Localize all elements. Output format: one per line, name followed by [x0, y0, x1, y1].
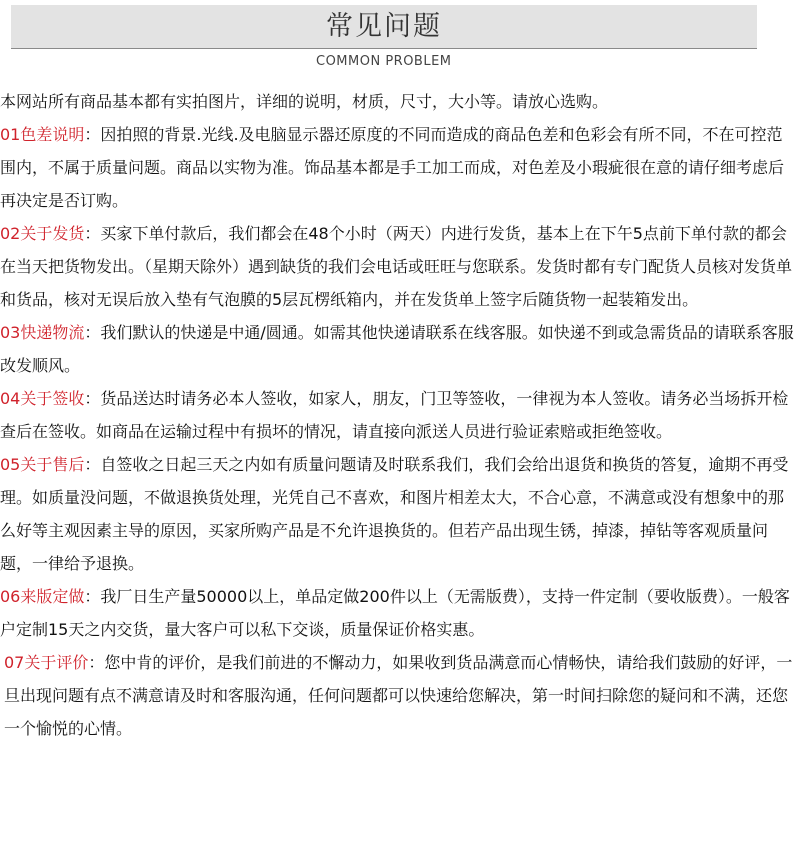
- header-divider: [11, 48, 757, 49]
- page-subtitle: COMMON PROBLEM: [316, 54, 452, 69]
- faq-label: 01色差说明: [0, 125, 85, 144]
- faq-item-color: [0, 118, 798, 217]
- faq-item-custom: [0, 580, 798, 646]
- faq-text: ：自签收之日起三天之内如有质量问题请及时联系我们，我们会给出退货和换货的答复，逾期不再受理。如质量没问题，不做退换货处理，光凭自己不喜欢，和图片相差太大，不合心意，不满意或没有想象中的那么好等主观因素主导的原因，买家所购产品是不允许退换货的。但若产品出现生锈，掉漆，掉钻等客观质量问题，一律给予退换。: [0, 455, 789, 573]
- faq-item-logistics: [0, 316, 798, 382]
- faq-item-aftersales: [0, 448, 798, 580]
- faq-label: 07关于评价: [4, 653, 89, 672]
- faq-content: [0, 85, 798, 745]
- header-banner: [11, 5, 757, 49]
- faq-text: ：我厂日生产量50000以上，单品定做200件以上（无需版费），支持一件定制（要收版费）。一般客户定制15天之内交货，量大客户可以私下交谈，质量保证价格实惠。: [0, 587, 790, 639]
- faq-label: 06来版定做: [0, 587, 85, 606]
- faq-label: 04关于签收: [0, 389, 85, 408]
- faq-label: 03快递物流: [0, 323, 85, 342]
- page-title: 常见问题: [326, 11, 442, 42]
- faq-item-shipping: [0, 217, 798, 316]
- faq-text: ：货品送达时请务必本人签收，如家人，朋友，门卫等签收，一律视为本人签收。请务必当场拆开检查后在签收。如商品在运输过程中有损坏的情况，请直接向派送人员进行验证索赔或拒绝签收。: [0, 389, 789, 441]
- faq-label: 05关于售后: [0, 455, 85, 474]
- faq-text: ：因拍照的背景.光线.及电脑显示器还原度的不同而造成的商品色差和色彩会有所不同，不在可控范围内，不属于质量问题。商品以实物为准。饰品基本都是手工加工而成，对色差及小瑕疵很在意的请仔细考虑后再决定是否订购。: [0, 125, 785, 210]
- faq-text: ：您中肯的评价，是我们前进的不懈动力，如果收到货品满意而心情畅快，请给我们鼓励的好评，一旦出现问题有点不满意请及时和客服沟通，任何问题都可以快速给您解决，第一时间扫除您的疑问和不满，还您一个愉悦的心情。: [4, 653, 793, 738]
- faq-text: ：买家下单付款后，我们都会在48个小时（两天）内进行发货，基本上在下午5点前下单付款的都会在当天把货物发出。（星期天除外）遇到缺货的我们会电话或旺旺与您联系。发货时都有专门配货人员核对发货单和货品，核对无误后放入垫有气泡膜的5层瓦楞纸箱内，并在发货单上签字后随货物一起装箱发出。: [0, 224, 793, 309]
- intro-text: 本网站所有商品基本都有实拍图片，详细的说明，材质，尺寸，大小等。请放心选购。: [0, 92, 609, 111]
- faq-text: ：我们默认的快递是中通/圆通。如需其他快递请联系在线客服。如快递不到或急需货品的请联系客服改发顺风。: [0, 323, 794, 375]
- faq-item-signing: [0, 382, 798, 448]
- faq-label: 02关于发货: [0, 224, 85, 243]
- faq-item-review: [0, 646, 798, 745]
